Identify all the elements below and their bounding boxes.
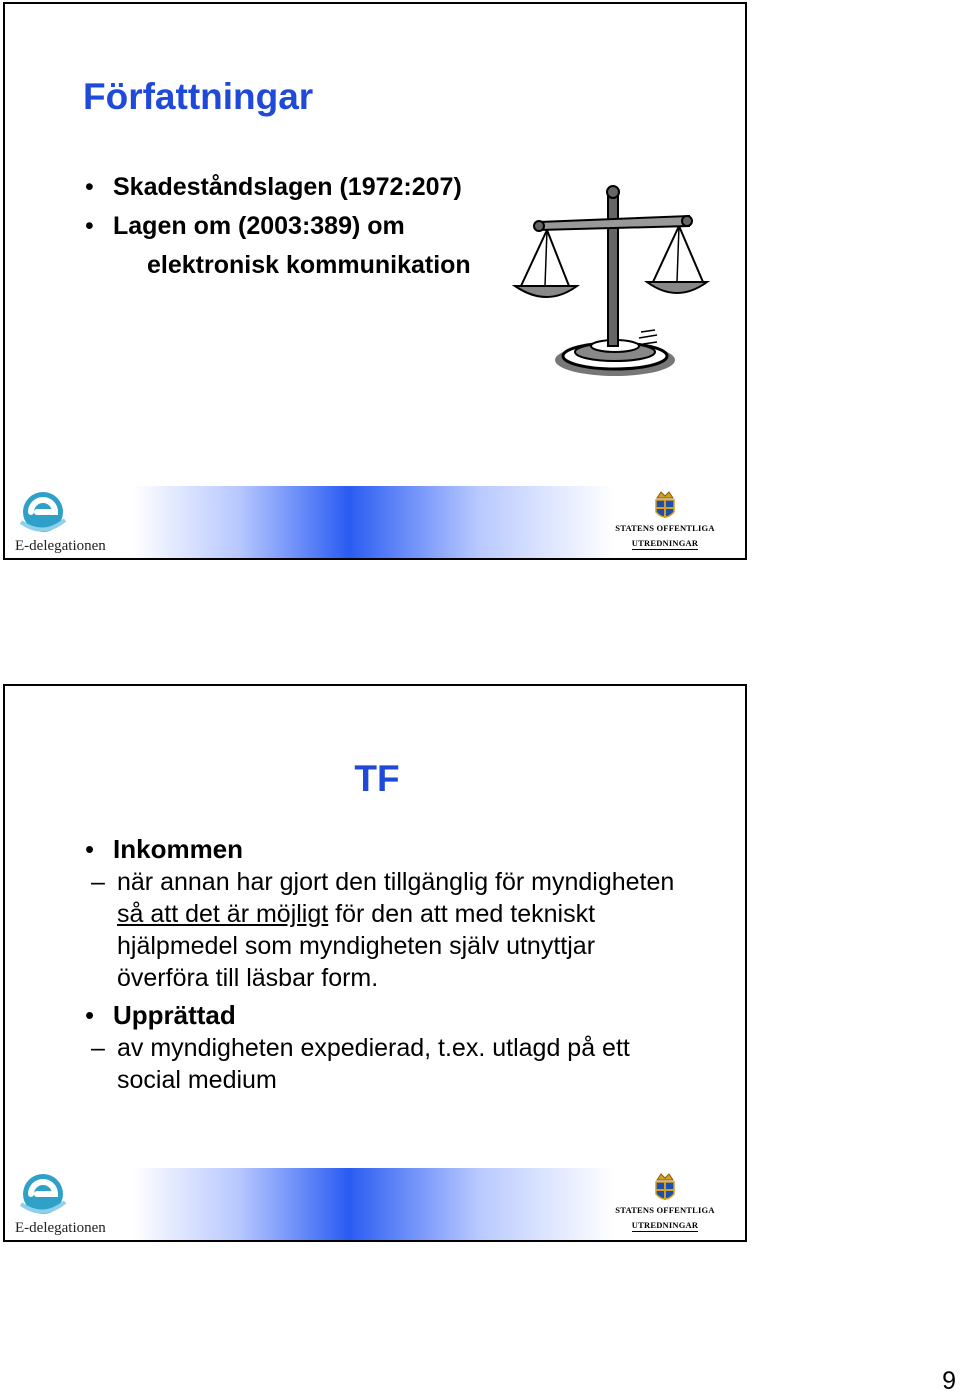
slide-footer [5,1162,745,1240]
bullet-item: • Inkommen [85,832,677,866]
e-delegationen-logo [13,1168,125,1236]
bullet-item: • Lagen om (2003:389) om [85,207,471,246]
sou-logo-line1: STATENS OFFENTLIGA [615,523,715,533]
e-delegationen-swirl-icon [13,1168,73,1216]
page-number: 9 [942,1367,956,1395]
bullet-list [85,168,471,285]
slide-1 [3,2,747,560]
slide-footer [5,480,745,558]
crown-shield-icon [653,490,677,522]
slide-title: TF [354,758,400,799]
crown-shield-icon [653,1172,677,1204]
bullet-item: • Skadeståndslagen (1972:207) [85,168,471,207]
dash-marker: – [91,868,105,896]
scales-of-justice-icon [511,182,711,382]
sou-logo [615,490,715,552]
slide-2 [3,684,747,1242]
e-delegationen-logo-text: E-delegationen [15,538,106,554]
e-delegationen-swirl-icon [13,486,73,534]
sou-logo-line2: UTREDNINGAR [631,538,699,548]
bullet-item: • Upprättad [85,998,677,1032]
sub-bullet-item: – av myndigheten expedierad, t.ex. utlagd på ett social medium [91,1034,630,1094]
footer-gradient [133,1168,613,1240]
underlined-text: så att det är möjligt [117,900,329,928]
bullet-continuation: elektronisk kommunikation [147,251,471,279]
dash-marker: – [91,1034,105,1062]
sou-logo-line1: STATENS OFFENTLIGA [615,1205,715,1215]
bullet-list [85,832,677,1096]
sub-bullet-item: – när annan har gjort den tillgänglig för myndigheten så att det är möjligt för den att med tekniskt hjälpmedel som myndigheten själv utnyttjar överföra till läsbar form. [91,868,675,992]
footer-gradient [133,486,613,558]
slide-title: Författningar [83,76,314,117]
e-delegationen-logo [13,486,125,554]
e-delegationen-logo-text: E-delegationen [15,1220,106,1236]
sou-logo [615,1172,715,1234]
sou-logo-line2: UTREDNINGAR [631,1220,699,1230]
